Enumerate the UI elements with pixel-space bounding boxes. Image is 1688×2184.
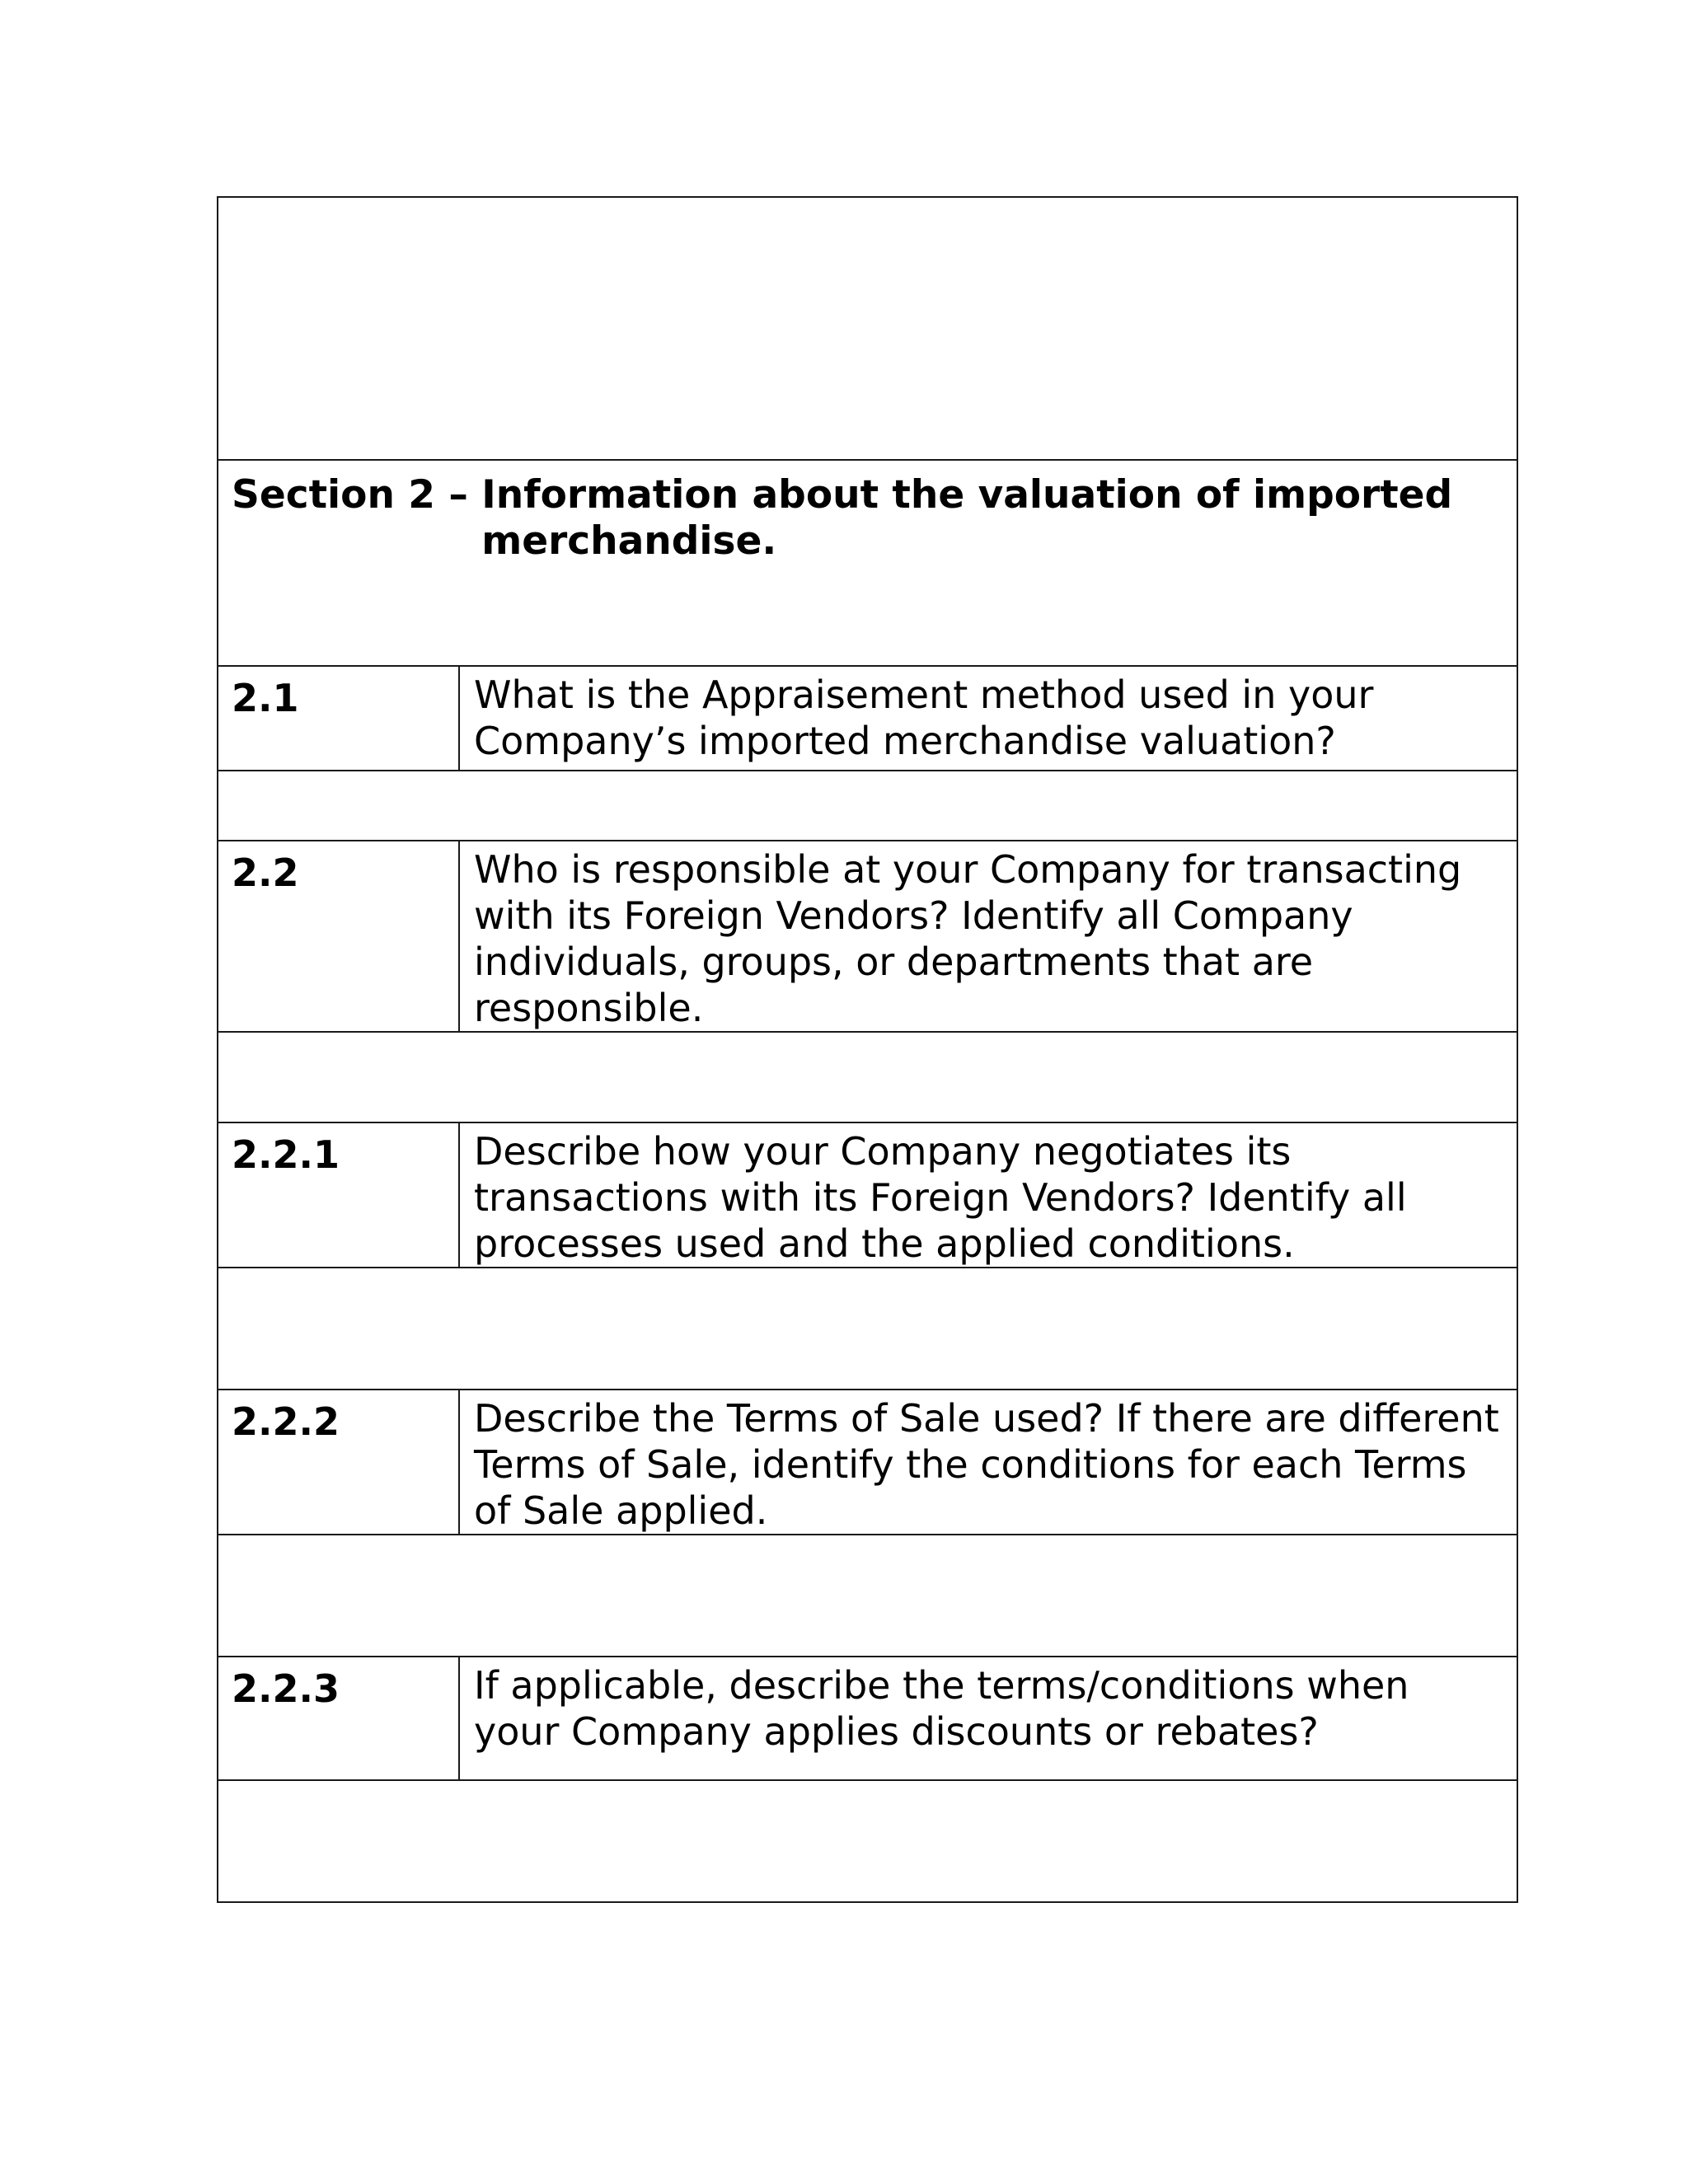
answer-cell-2-2-3[interactable] (218, 1780, 1517, 1902)
question-text: Who is responsible at your Company for transacting with its Foreign Vendors? Identify all Company individuals, groups, or departments that are responsible. (474, 847, 1462, 1030)
question-number-cell (218, 1122, 459, 1268)
question-text-cell (459, 666, 1517, 771)
section-heading (218, 461, 1517, 565)
question-row-2-2-1 (218, 1122, 1517, 1268)
question-number: 2.2.3 (232, 1666, 340, 1711)
question-text: Describe the Terms of Sale used? If there are different Terms of Sale, identify the conditions for each Terms of Sale applied. (474, 1396, 1499, 1533)
question-text-cell (459, 1122, 1517, 1268)
section-prefix: Section 2 – (232, 472, 482, 518)
question-row-2-2-2 (218, 1390, 1517, 1535)
question-text: Describe how your Company negotiates its transactions with its Foreign Vendors? Identify all processes used and the applied conditions. (474, 1129, 1407, 1266)
question-number: 2.2.1 (232, 1132, 340, 1177)
answer-cell-2-1[interactable] (218, 771, 1517, 841)
answer-row-2-2-2 (218, 1535, 1517, 1657)
answer-cell-2-2[interactable] (218, 1032, 1517, 1122)
section-heading-cell (218, 460, 1517, 666)
answer-cell-2-2-2[interactable] (218, 1535, 1517, 1657)
question-text-cell (459, 841, 1517, 1032)
question-number: 2.2 (232, 851, 299, 895)
top-blank-cell[interactable] (218, 197, 1517, 460)
section-title: Information about the valuation of imported merchandise. (481, 472, 1453, 564)
question-text: What is the Appraisement method used in your Company’s imported merchandise valuation? (474, 673, 1374, 763)
question-number-cell (218, 841, 459, 1032)
answer-row-2-2-1 (218, 1268, 1517, 1390)
question-text-cell (459, 1390, 1517, 1535)
question-number: 2.1 (232, 676, 299, 720)
question-number-cell (218, 1657, 459, 1780)
question-text: If applicable, describe the terms/conditions when your Company applies discounts or rebates? (474, 1663, 1409, 1754)
question-row-2-2 (218, 841, 1517, 1032)
valuation-form-table (217, 196, 1518, 1903)
answer-row-2-2 (218, 1032, 1517, 1122)
answer-row-2-2-3 (218, 1780, 1517, 1902)
question-number: 2.2.2 (232, 1399, 340, 1444)
top-blank-row (218, 197, 1517, 460)
section-heading-row (218, 460, 1517, 666)
answer-row-2-1 (218, 771, 1517, 841)
answer-cell-2-2-1[interactable] (218, 1268, 1517, 1390)
question-number-cell (218, 666, 459, 771)
question-row-2-2-3 (218, 1657, 1517, 1780)
question-text-cell (459, 1657, 1517, 1780)
question-row-2-1 (218, 666, 1517, 771)
question-number-cell (218, 1390, 459, 1535)
